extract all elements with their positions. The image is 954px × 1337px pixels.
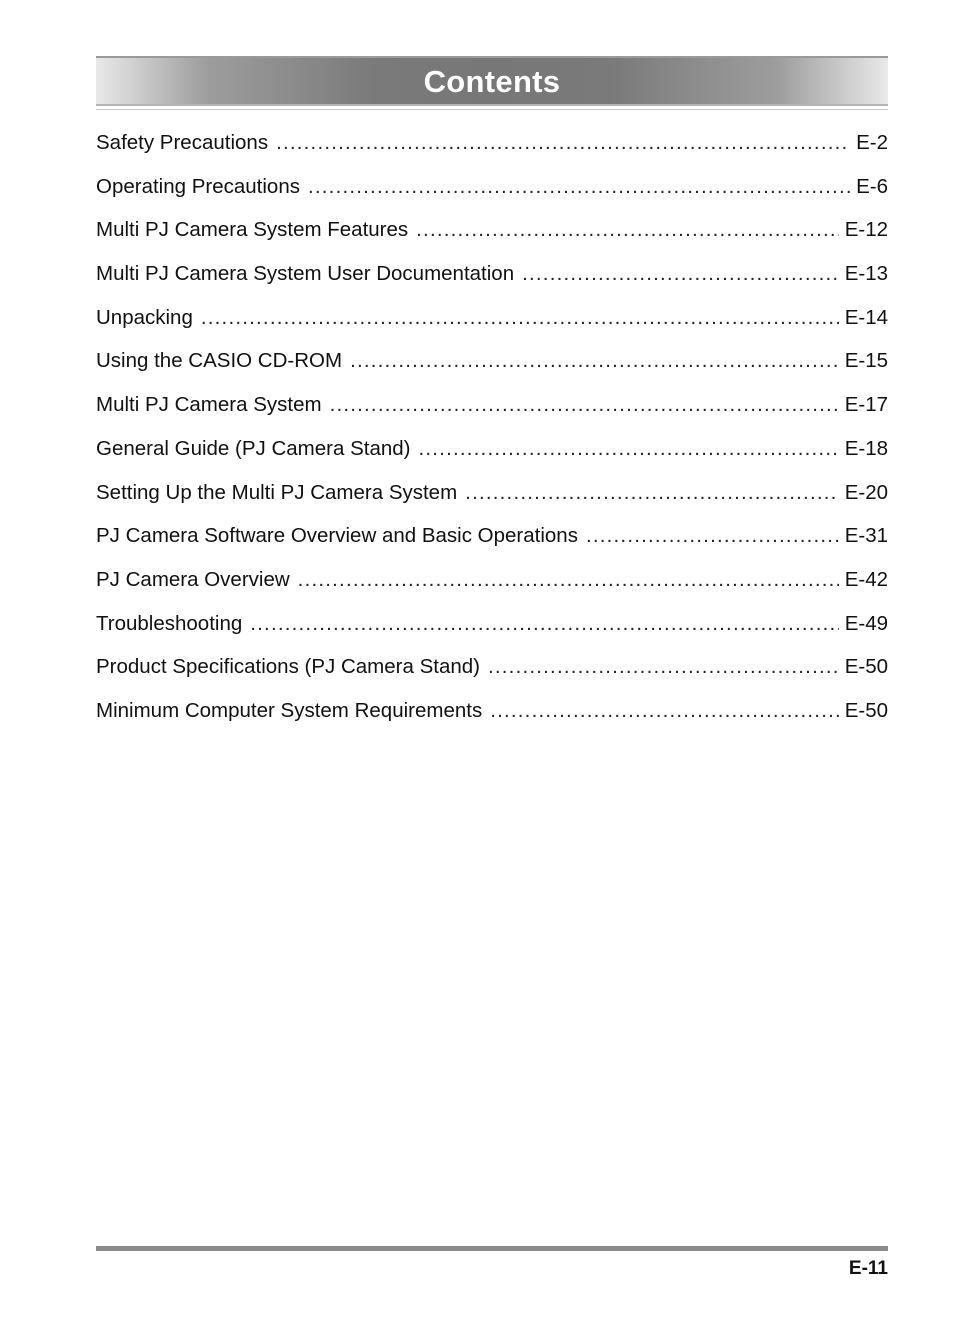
- toc-entry-title: Multi PJ Camera System User Documentation: [96, 262, 515, 286]
- toc-entry[interactable]: [96, 213, 888, 257]
- contents-title-bar: [96, 56, 888, 106]
- toc-entry-page: E-17: [844, 393, 888, 417]
- toc-entry[interactable]: [96, 257, 888, 301]
- toc-entry-page: E-49: [844, 611, 888, 635]
- toc-entry[interactable]: [96, 344, 888, 388]
- toc-entry[interactable]: [96, 650, 888, 694]
- toc-entry[interactable]: [96, 519, 888, 563]
- dot-leader: [350, 344, 839, 378]
- dot-leader: [490, 694, 838, 728]
- toc-entry-title: Setting Up the Multi PJ Camera System: [96, 480, 458, 504]
- toc-entry-title: Operating Precautions: [96, 174, 300, 198]
- dot-leader: [416, 213, 839, 247]
- page-number: E-11: [848, 1258, 888, 1279]
- toc-entry-title: Using the CASIO CD-ROM: [96, 349, 343, 373]
- toc-entry[interactable]: [96, 432, 888, 476]
- toc-entry-title: Minimum Computer System Requirements: [96, 698, 483, 722]
- dot-leader: [488, 650, 839, 684]
- toc-entry-page: E-50: [844, 655, 888, 679]
- toc-entry-title: Product Specifications (PJ Camera Stand): [96, 655, 480, 679]
- toc-entry[interactable]: [96, 476, 888, 520]
- dot-leader: [465, 476, 839, 510]
- toc-entry[interactable]: [96, 563, 888, 607]
- toc-entry-page: E-15: [844, 349, 888, 373]
- dot-leader: [308, 170, 850, 204]
- dot-leader: [330, 388, 839, 422]
- toc-entry-page: E-6: [856, 174, 888, 198]
- dot-leader: [250, 607, 838, 641]
- toc-entry-title: PJ Camera Software Overview and Basic Operations: [96, 524, 578, 548]
- toc-entry[interactable]: [96, 694, 888, 738]
- toc-entry-page: E-2: [856, 131, 888, 154]
- toc-entry-page: E-12: [844, 218, 888, 242]
- toc-entry-page: E-42: [844, 567, 888, 591]
- toc-entry[interactable]: [96, 388, 888, 432]
- toc-entry-title: Multi PJ Camera System Features: [96, 218, 409, 242]
- toc-entry[interactable]: [96, 170, 888, 214]
- dot-leader: [298, 563, 839, 597]
- dot-leader: [201, 301, 839, 335]
- toc-entry-title: PJ Camera Overview: [96, 567, 290, 591]
- toc-entry-page: E-13: [844, 262, 888, 286]
- toc-entry-title: Safety Precautions: [96, 131, 269, 154]
- toc-entry-title: Unpacking: [96, 305, 193, 329]
- dot-leader: [418, 432, 838, 466]
- toc-entry[interactable]: [96, 126, 888, 170]
- toc-entry-page: E-50: [844, 698, 888, 722]
- dot-leader: [276, 126, 850, 160]
- dot-leader: [586, 519, 839, 553]
- toc-entry-page: E-31: [844, 524, 888, 548]
- page-title: Contents: [423, 63, 561, 99]
- toc-entry-page: E-20: [844, 480, 888, 504]
- toc-entry-page: E-18: [844, 436, 888, 460]
- toc-entry-title: Multi PJ Camera System: [96, 393, 322, 417]
- toc-entry[interactable]: [96, 607, 888, 651]
- table-of-contents: [96, 126, 888, 738]
- footer-divider: [96, 1246, 888, 1251]
- toc-entry-page: E-14: [844, 305, 888, 329]
- dot-leader: [522, 257, 839, 291]
- toc-entry-title: Troubleshooting: [96, 611, 243, 635]
- toc-entry-title: General Guide (PJ Camera Stand): [96, 436, 411, 460]
- toc-entry[interactable]: [96, 301, 888, 345]
